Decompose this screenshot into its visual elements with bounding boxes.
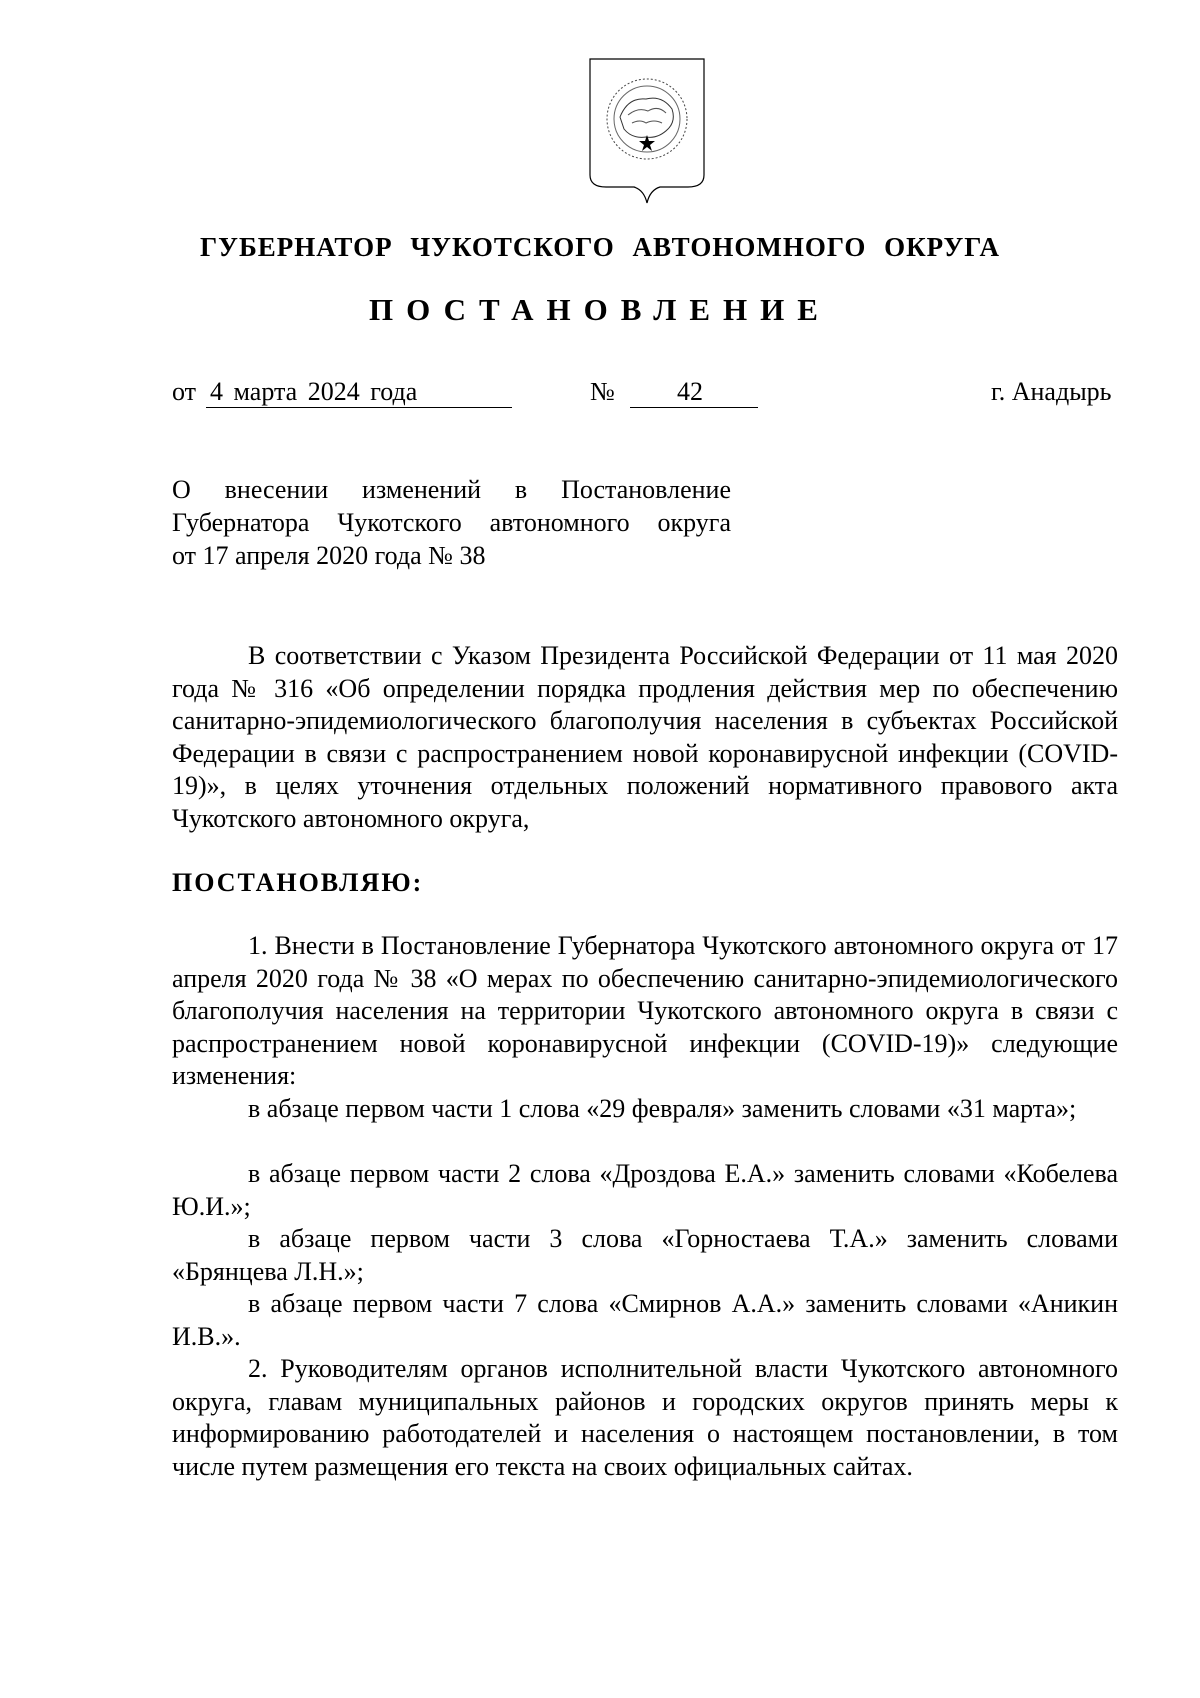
document-city: г. Анадырь (991, 377, 1112, 406)
item-2-paragraph: 2. Руководителям органов исполнительной власти Чукотского автономного округа, главам муниципальных районов и городских округов принять меры к информированию работодателей и населения о настоящем постановлении, в том числе путем размещения его текста на своих официальных сайтах. (172, 1354, 1118, 1481)
document-number: 42 (677, 377, 703, 406)
document-date: 4 марта 2024 года (210, 377, 418, 406)
subject-line: Губернатора Чукотского автономного округа (172, 508, 731, 537)
subject-line: от 17 апреля 2020 года № 38 (172, 541, 486, 570)
date-prefix: от (172, 377, 197, 406)
number-sign: № (590, 377, 615, 406)
amendment-paragraph: в абзаце первом части 3 слова «Горностаева Т.А.» заменить словами «Брянцева Л.Н.»; (172, 1224, 1118, 1286)
document-type: ПОСТАНОВЛЕНИЕ (369, 292, 831, 327)
amendment-paragraph: в абзаце первом части 2 слова «Дроздова Е.А.» заменить словами «Кобелева Ю.И.»; (172, 1159, 1118, 1221)
number-underline (630, 407, 758, 408)
subject-line: О внесении изменений в Постановление (172, 475, 731, 504)
item-1-paragraph: 1. Внести в Постановление Губернатора Чукотского автономного округа от 17 апреля 2020 года № 38 «О мерах по обеспечению санитарно-эпидемиологического благополучия населения на территории Чукотского автономного округа в связи с распространением новой коронавирусной инфекции (COVID-19)» следующие изменения: (172, 931, 1118, 1090)
coat-of-arms-icon (588, 57, 706, 205)
amendment-paragraph: в абзаце первом части 7 слова «Смирнов А.А.» заменить словами «Аникин И.В.». (172, 1289, 1118, 1351)
document-subject (172, 473, 731, 572)
preamble-paragraph: В соответствии с Указом Президента Российской Федерации от 11 мая 2020 года № 316 «Об определении порядка продления действия мер по обеспечению санитарно-эпидемиологического благополучия населения в субъектах Российской Федерации в связи с распространением новой коронавирусной инфекции (COVID-19)», в целях уточнения отдельных положений нормативного правового акта Чукотского автономного округа, (172, 641, 1118, 833)
document-date-line (0, 377, 1200, 417)
decree-heading: ПОСТАНОВЛЯЮ: (172, 868, 424, 897)
issuing-authority: ГУБЕРНАТОР ЧУКОТСКОГО АВТОНОМНОГО ОКРУГА (199, 232, 1001, 262)
amendment-paragraph: в абзаце первом части 1 слова «29 февраля» заменить словами «31 марта»; (248, 1094, 1077, 1123)
date-underline (206, 407, 512, 408)
